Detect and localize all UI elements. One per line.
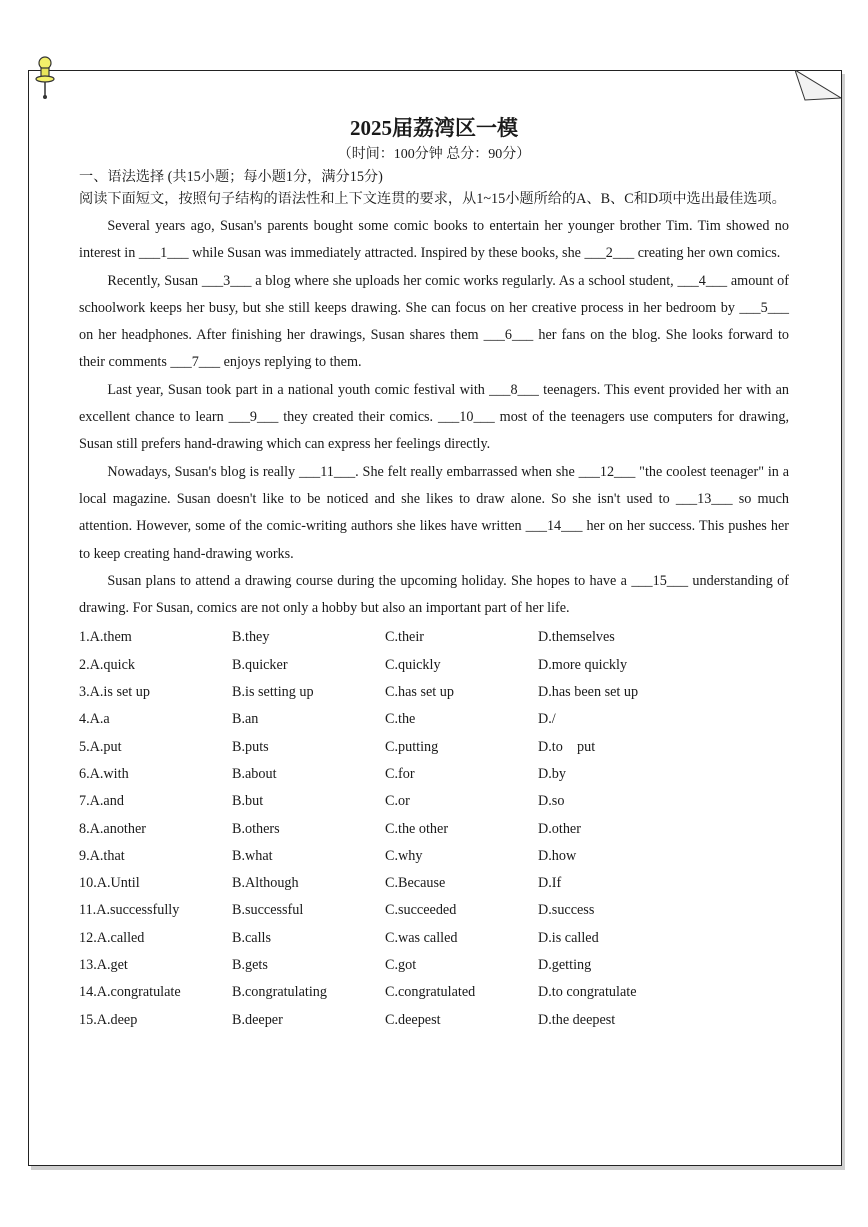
question-options-row [79, 925, 789, 952]
passage-paragraph: Recently, Susan ___3___ a blog where she uploads her comic works regularly. As a school student, ___4___ amount of schoolwork keeps her busy, but she still keeps drawing. She can focus on her creative process in her bedroom by ___5___ on her headphones. After finishing her drawings, Susan shares them ___6___ her fans on the blog. She looks forward to their comments ___7___ enjoys replying to them. [79, 272, 789, 371]
option-c: C.succeeded [385, 902, 457, 919]
option-c: C.congratulated [385, 984, 476, 1001]
option-b: B.deeper [232, 1011, 283, 1028]
pushpin-icon [33, 56, 57, 100]
question-options-row [79, 897, 789, 924]
option-d: D.themselves [538, 629, 615, 646]
question-options-row [79, 843, 789, 870]
answer-options [79, 624, 789, 1033]
option-a: 14.A.congratulate [79, 984, 181, 1001]
passage-paragraph: Last year, Susan took part in a national youth comic festival with ___8___ teenagers. This event provided her with an excellent chance to learn ___9___ they created their comics. ___10___ most of the teenagers use computers for drawing, Susan still prefers hand-drawing which can express her feelings directly. [79, 381, 789, 453]
option-c: C.has set up [385, 684, 454, 701]
option-a: 2.A.quick [79, 656, 135, 673]
option-b: B.an [232, 711, 259, 728]
option-a: 12.A.called [79, 929, 145, 946]
option-c: C.or [385, 793, 410, 810]
option-b: B.but [232, 793, 264, 810]
option-c: C.got [385, 957, 417, 974]
option-b: B.puts [232, 738, 269, 755]
option-c: C.the [385, 711, 416, 728]
passage-paragraph: Susan plans to attend a drawing course during the upcoming holiday. She hopes to have a ___15___ understanding of drawing. For Susan, comics are not only a hobby but also an important part of her life. [79, 572, 789, 617]
passage-paragraph: Several years ago, Susan's parents bought some comic books to entertain her younger brother Tim. Tim showed no interest in ___1___ while Susan was immediately attracted. Inspired by these books, she ___2___ creating her own comics. [79, 218, 789, 262]
option-d: D.how [538, 847, 577, 864]
option-d: D.success [538, 902, 595, 919]
option-a: 10.A.Until [79, 875, 140, 892]
option-b: B.is setting up [232, 684, 314, 701]
question-options-row [79, 788, 789, 815]
question-options-row [79, 870, 789, 897]
option-d: D./ [538, 711, 556, 728]
option-d: D.has been set up [538, 684, 639, 701]
option-a: 11.A.successfully [79, 902, 180, 919]
option-b: B.congratulating [232, 984, 327, 1001]
option-d: D.other [538, 820, 581, 837]
option-a: 15.A.deep [79, 1011, 138, 1028]
option-a: 3.A.is set up [79, 684, 150, 701]
option-c: C.was called [385, 929, 458, 946]
question-options-row [79, 624, 789, 651]
option-c: C.quickly [385, 656, 441, 673]
option-d: D.getting [538, 957, 592, 974]
option-d: D.by [538, 765, 566, 782]
option-d: D.If [538, 875, 562, 892]
exam-time-info: （时间：100分钟 总分：90分） [337, 147, 531, 162]
section-heading: 一、语法选择 (共15小题；每小题1分，满分15分) [79, 169, 383, 185]
passage-paragraph: Nowadays, Susan's blog is really ___11___. She felt really embarrassed when she ___12___ "the coolest teenager" in a local magazine. Susan doesn't like to be noticed and she likes to draw alone. So she isn't used to ___13___ so much attention. However, some of the comic-writing authors she likes have written ___14___ her on her success. This pushes her to keep creating hand-drawing works. [79, 463, 789, 562]
question-options-row [79, 679, 789, 706]
option-a: 1.A.them [79, 629, 132, 646]
option-b: B.calls [232, 929, 272, 946]
option-a: 9.A.that [79, 847, 125, 864]
question-options-row [79, 652, 789, 679]
option-d: D.is called [538, 929, 599, 946]
option-c: C.the other [385, 820, 449, 837]
option-c: C.Because [385, 875, 446, 892]
option-c: C.putting [385, 738, 439, 755]
option-d: D.more quickly [538, 656, 628, 673]
question-options-row [79, 952, 789, 979]
question-options-row [79, 734, 789, 761]
option-b: B.they [232, 629, 270, 646]
reading-passage [79, 213, 789, 622]
option-c: C.for [385, 765, 415, 782]
question-options-row [79, 979, 789, 1006]
page-title: 2025届荔湾区一模 [350, 116, 518, 140]
question-options-row [79, 761, 789, 788]
option-b: B.quicker [232, 656, 288, 673]
question-options-row [79, 1007, 789, 1034]
option-b: B.gets [232, 957, 268, 974]
option-b: B.others [232, 820, 280, 837]
option-d: D.the deepest [538, 1011, 616, 1028]
option-b: B.about [232, 765, 277, 782]
page-curl-icon [795, 70, 841, 104]
question-options-row [79, 816, 789, 843]
option-c: C.their [385, 629, 425, 646]
option-a: 13.A.get [79, 957, 128, 974]
option-b: B.what [232, 847, 273, 864]
option-c: C.why [385, 847, 423, 864]
option-a: 5.A.put [79, 738, 122, 755]
option-c: C.deepest [385, 1011, 441, 1028]
option-a: 7.A.and [79, 793, 124, 810]
section-instructions: 阅读下面短文，按照句子结构的语法性和上下文连贯的要求，从1~15小题所给的A、B、C和D项中选出最佳选项。 [79, 191, 786, 207]
option-b: B.successful [232, 902, 304, 919]
document-content [79, 112, 789, 1034]
question-options-row [79, 706, 789, 733]
option-a: 4.A.a [79, 711, 110, 728]
option-d: D.so [538, 793, 565, 810]
option-a: 8.A.another [79, 820, 146, 837]
option-b: B.Although [232, 875, 299, 892]
option-a: 6.A.with [79, 765, 129, 782]
option-d: D.to put [538, 738, 596, 755]
option-d: D.to congratulate [538, 984, 637, 1001]
